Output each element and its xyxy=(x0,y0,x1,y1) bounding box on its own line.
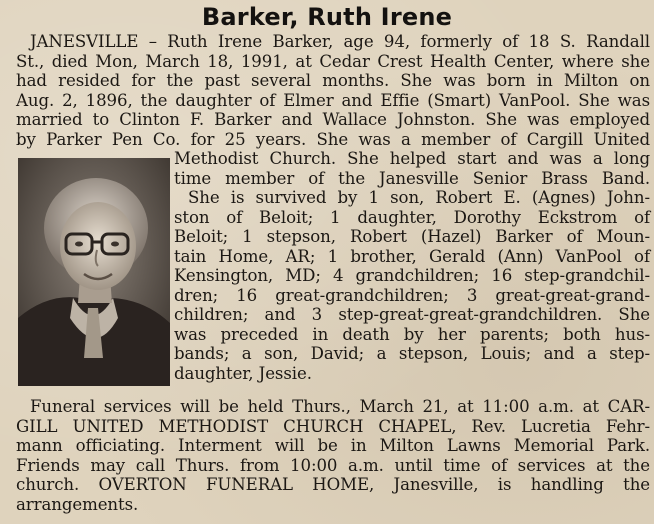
text-line: daughter, Jessie. xyxy=(174,363,312,383)
text-line: church. OVERTON FUNERAL HOME, Janesville, is handling the xyxy=(16,475,650,494)
paragraph-1 xyxy=(16,32,650,149)
right-column-text xyxy=(174,149,650,383)
text-line: dren; 16 great-grandchildren; 3 great-great-grand- xyxy=(174,285,650,305)
text-line: married to Clinton F. Barker and Wallace Johnston. She was employed xyxy=(16,110,650,129)
text-line: JANESVILLE – Ruth Irene Barker, age 94, formerly of 18 S. Randall xyxy=(30,32,650,51)
text-line: children; and 3 step-great-great-grandchildren. She xyxy=(174,305,650,324)
text-line: tain Home, AR; 1 brother, Gerald (Ann) VanPool of xyxy=(174,246,650,266)
text-line: Friends may call Thurs. from 10:00 a.m. until time of services at the xyxy=(16,455,650,475)
text-line: Funeral services will be held Thurs., March 21, at 11:00 a.m. at CAR- xyxy=(30,397,650,416)
text-line: had resided for the past several months. She was born in Milton on xyxy=(16,71,650,90)
text-line: Methodist Church. She helped start and was a long xyxy=(174,149,650,168)
text-line: GILL UNITED METHODIST CHURCH CHAPEL, Rev. Lucretia Fehr- xyxy=(16,416,650,436)
text-line: ston of Beloit; 1 daughter, Dorothy Eckstrom of xyxy=(174,207,650,227)
text-line: Kensington, MD; 4 grandchildren; 16 step-grandchil- xyxy=(174,266,650,285)
text-line: time member of the Janesville Senior Brass Band. xyxy=(174,168,650,188)
text-line: mann officiating. Interment will be in Milton Lawns Memorial Park. xyxy=(16,436,650,455)
paragraph-3 xyxy=(16,397,650,514)
text-line: Aug. 2, 1896, the daughter of Elmer and Effie (Smart) VanPool. She was xyxy=(16,90,650,110)
text-line: arrangements. xyxy=(16,494,139,514)
text-line: Beloit; 1 stepson, Robert (Hazel) Barker of Moun- xyxy=(174,227,650,246)
text-line: St., died Mon, March 18, 1991, at Cedar Crest Health Center, where she xyxy=(16,51,650,71)
text-line: She is survived by 1 son, Robert E. (Agnes) John- xyxy=(188,188,650,207)
obituary-headline: Barker, Ruth Irene xyxy=(201,3,453,31)
portrait-photo xyxy=(18,158,170,386)
text-line: bands; a son, David; a stepson, Louis; and a step- xyxy=(174,344,650,363)
text-line: by Parker Pen Co. for 25 years. She was a member of Cargill United xyxy=(16,129,650,149)
text-line: was preceded in death by her parents; both hus- xyxy=(174,324,650,344)
